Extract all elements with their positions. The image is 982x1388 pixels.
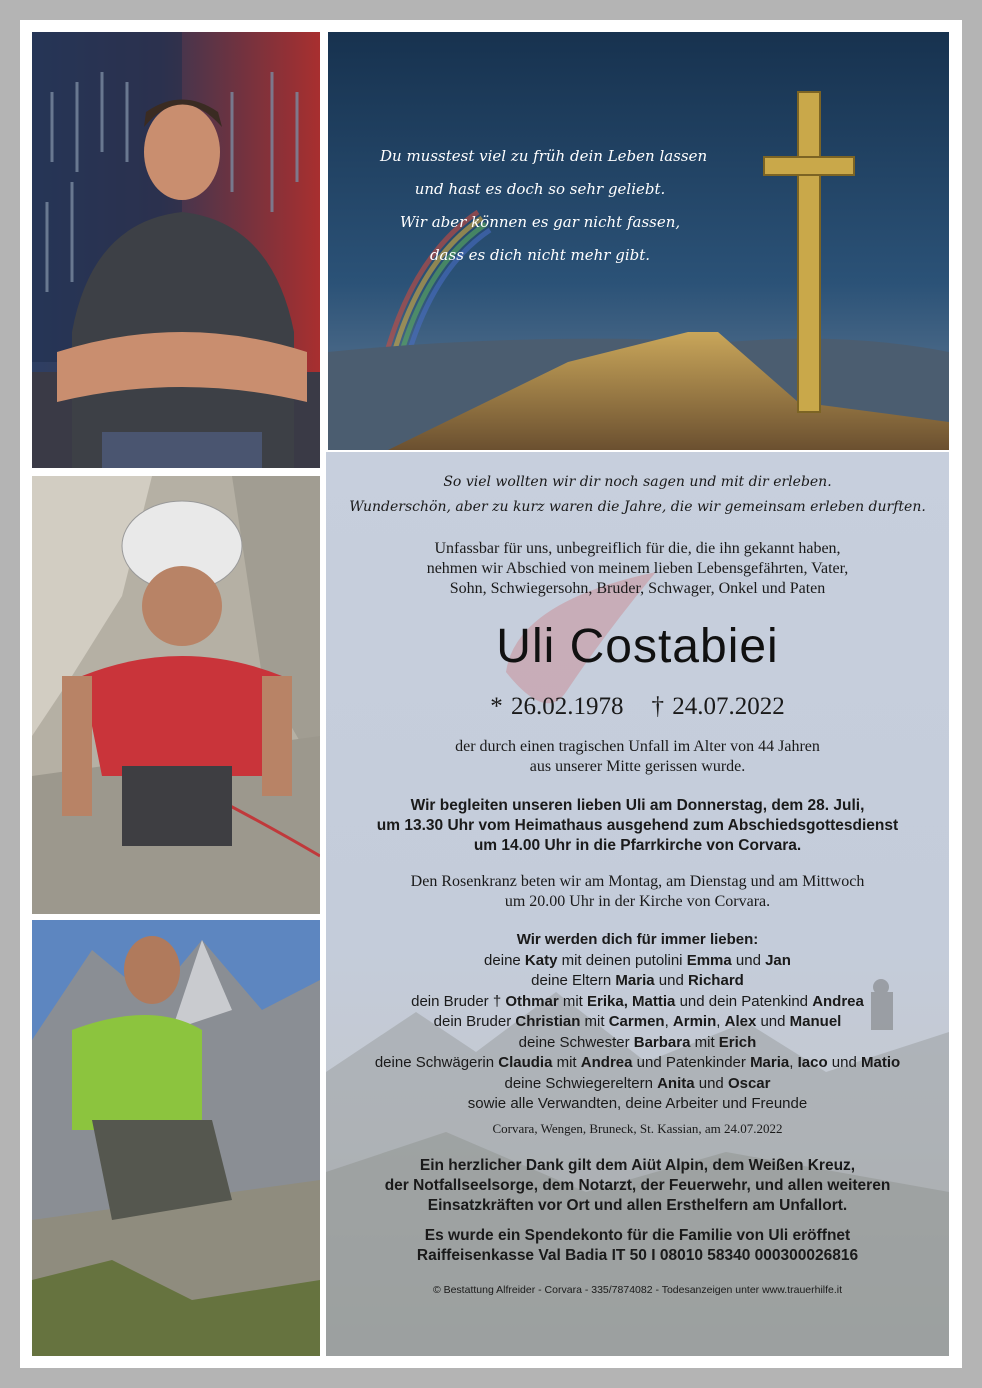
poem-line: und hast es doch so sehr geliebt. (414, 180, 666, 198)
mourner-name: Iaco (797, 1054, 828, 1071)
intro-line: Wunderschön, aber zu kurz waren die Jahre, die wir gemeinsam erleben durften. (349, 499, 926, 515)
intro-text (326, 470, 949, 520)
rosary-line: Den Rosenkranz beten wir am Montag, am Dienstag und am Mittwoch (410, 873, 865, 890)
mourner-name: Christian (515, 1013, 581, 1030)
accident-text (326, 737, 949, 777)
mourner-text: mit (558, 992, 588, 1010)
mourner-name: Erich (718, 1033, 757, 1051)
mourner-text: und (827, 1054, 861, 1071)
poem-line: dass es dich nicht mehr gibt. (429, 246, 651, 264)
mourner-text: und dein Patenkind (675, 992, 813, 1010)
mourner-name: Othmar (505, 992, 559, 1010)
mourner-line (326, 1074, 949, 1095)
death-date: † 24.07.2022 (651, 693, 785, 720)
obituary-content (326, 452, 949, 1297)
mourner-text: und (731, 951, 766, 969)
mourner-line (326, 1012, 949, 1033)
farewell-line: nehmen wir Abschied von meinem lieben Lebensgefährten, Vater, (426, 560, 849, 577)
rosary-info (326, 872, 949, 912)
mourner-text: deine (484, 951, 525, 969)
mourner-name: Matio (860, 1054, 901, 1071)
funeral-line: Wir begleiten unseren lieben Uli am Donnerstag, dem 28. Juli, (410, 797, 865, 814)
mourner-text: dein Bruder (433, 1013, 516, 1030)
funeral-info (326, 796, 949, 856)
mourner-name: Armin (672, 1013, 717, 1030)
mourner-line (326, 971, 949, 992)
mourner-text: deine Eltern (531, 972, 616, 989)
mourner-line (326, 1094, 949, 1115)
rosary-line: um 20.00 Uhr in der Kirche von Corvara. (504, 893, 771, 910)
thanks-line: Ein herzlicher Dank gilt dem Aiüt Alpin, dem Weißen Kreuz, (419, 1156, 856, 1174)
donation-info (326, 1226, 949, 1266)
poem-line: Wir aber können es gar nicht fassen, (399, 213, 681, 231)
farewell-text (326, 539, 949, 599)
mourner-name: Andrea (580, 1054, 633, 1071)
deceased-name: Uli Costabiei (496, 620, 779, 673)
mourner-text: deine Schwester (518, 1033, 634, 1051)
mourner-name: Maria (615, 972, 655, 989)
mourner-line (326, 951, 949, 972)
mourner-name: Anita (657, 1074, 695, 1092)
farewell-line: Sohn, Schwiegersohn, Bruder, Schwager, Onkel und Paten (449, 580, 826, 597)
mourner-name: Claudia (498, 1054, 553, 1071)
mourner-name: Alex (724, 1013, 757, 1030)
mourner-line (326, 992, 949, 1013)
poem-line: Du musstest viel zu früh dein Leben lassen (380, 147, 708, 165)
mourner-name: Erika, Mattia (587, 992, 676, 1010)
funeral-line: um 13.30 Uhr vom Heimathaus ausgehend zum Abschiedsgottesdienst (376, 817, 899, 834)
mourner-text: und (756, 1013, 790, 1030)
mourner-text: sowie alle Verwandten, deine Arbeiter und Freunde (467, 1095, 808, 1112)
mourner-text: dein Bruder † (411, 992, 506, 1010)
farewell-line: Unfassbar für uns, unbegreiflich für die, die ihn gekannt haben, (434, 540, 841, 557)
thanks-line: der Notfallseelsorge, dem Notarzt, der Feuerwehr, und allen weiteren (384, 1176, 891, 1194)
obituary-text-panel (326, 452, 949, 1356)
mourner-name: Barbara (633, 1033, 691, 1051)
mourner-line (326, 1033, 949, 1054)
mourner-name: Maria (750, 1054, 790, 1071)
mourners-list (326, 930, 949, 1115)
place-date: Corvara, Wengen, Bruneck, St. Kassian, am 24.07.2022 (492, 1120, 783, 1136)
mourner-name: Wir werden dich für immer lieben: (516, 931, 759, 948)
mourner-text: , (789, 1054, 798, 1071)
accident-line: der durch einen tragischen Unfall im Alter von 44 Jahren (455, 738, 820, 755)
mourner-text: mit deinen putolini (557, 951, 687, 969)
climbing-photo (32, 476, 320, 914)
funeral-home-credit: © Bestattung Alfreider - Corvara - 335/7874082 - Todesanzeigen unter www.trauerhilfe.it (432, 1283, 843, 1296)
mourner-name: Carmen (608, 1013, 665, 1030)
life-dates (326, 692, 949, 722)
mourner-text: und Patenkinder (632, 1054, 751, 1071)
mourner-text: , (664, 1013, 673, 1030)
thanks-line: Einsatzkräften vor Ort und allen Ersthelfern am Unfallort. (427, 1196, 848, 1214)
mourner-name: Andrea (812, 992, 864, 1010)
mourner-text: mit (690, 1033, 719, 1051)
mourner-name: Oscar (727, 1074, 771, 1092)
portrait-workshop-photo (32, 32, 320, 468)
thanks-text (326, 1156, 949, 1216)
mountain-rest-photo (32, 920, 320, 1356)
mourner-text: und (694, 1074, 728, 1092)
mourner-name: Jan (765, 951, 791, 969)
donation-line: Es wurde ein Spendekonto für die Familie von Uli eröffnet (424, 1226, 851, 1244)
mourner-text: deine Schwägerin (374, 1054, 499, 1071)
mourner-text: , (716, 1013, 725, 1030)
mourner-line (326, 930, 949, 951)
mourner-name: Emma (686, 951, 732, 969)
mourner-text: mit (580, 1013, 609, 1030)
mourner-name: Katy (524, 951, 558, 969)
donation-line: Raiffeisenkasse Val Badia IT 50 I 08010 58340 000300026816 (416, 1246, 859, 1264)
birth-date: * 26.02.1978 (490, 693, 624, 720)
accident-line: aus unserer Mitte gerissen wurde. (529, 758, 746, 775)
intro-line: So viel wollten wir dir noch sagen und mit dir erleben. (443, 474, 832, 490)
mourner-text: deine Schwiegereltern (504, 1074, 658, 1092)
memorial-poem (380, 140, 708, 272)
mourner-text: mit (552, 1054, 581, 1071)
mourner-name: Manuel (789, 1013, 842, 1030)
funeral-line: um 14.00 Uhr in die Pfarrkirche von Corvara. (473, 837, 802, 854)
mourner-line (326, 1053, 949, 1074)
mourner-name: Richard (687, 972, 744, 989)
mourner-text: und (654, 972, 688, 989)
